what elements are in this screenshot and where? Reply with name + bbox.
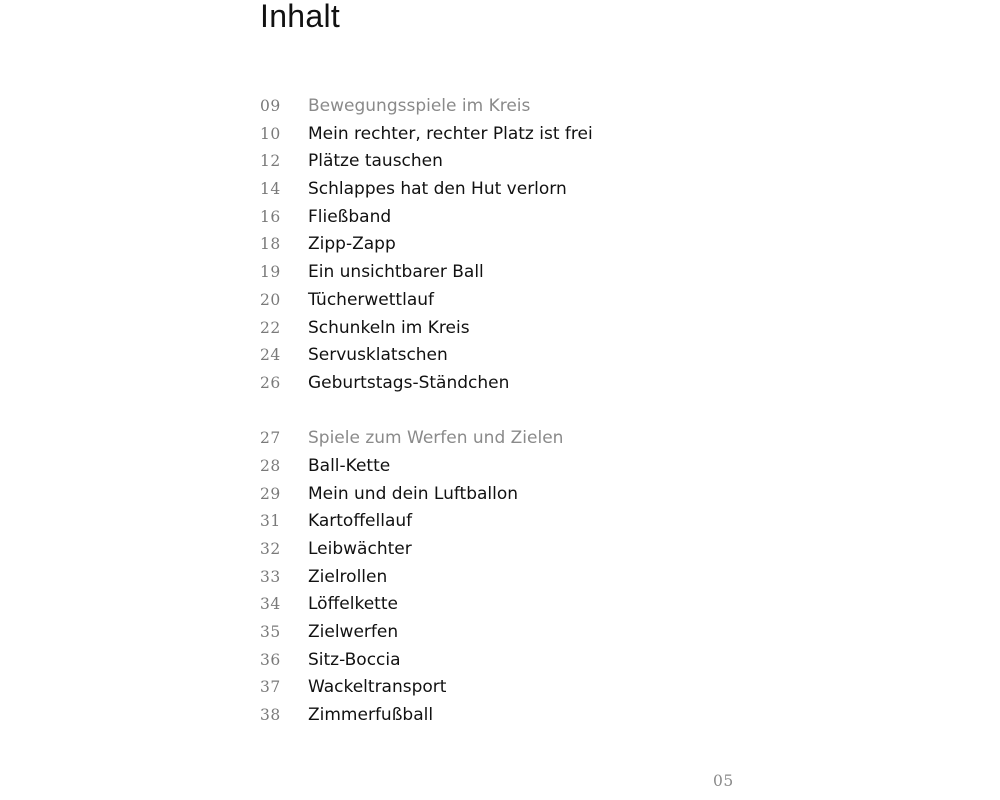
toc-entry-title: Leibwächter <box>308 539 412 559</box>
toc-section-heading[interactable] <box>260 425 760 453</box>
toc-entry-title: Wackeltransport <box>308 677 447 698</box>
toc-page-number: 19 <box>260 263 281 282</box>
toc-page-number: 35 <box>260 623 281 642</box>
toc-entry[interactable] <box>260 564 760 592</box>
toc-page-number: 34 <box>260 595 281 614</box>
toc-page-number: 20 <box>260 290 281 309</box>
toc-page-number: 12 <box>260 152 281 171</box>
toc-section-heading[interactable] <box>260 93 760 121</box>
toc-entry-title: Zielrollen <box>308 566 388 587</box>
toc-entry-title: Ball-Kette <box>308 455 391 476</box>
toc-entry[interactable] <box>260 536 760 564</box>
toc-entry-title: Schunkeln im Kreis <box>308 317 470 338</box>
toc-page-number: 31 <box>260 512 281 531</box>
toc-section <box>260 93 760 398</box>
toc-entry[interactable] <box>260 259 760 287</box>
toc-entry[interactable] <box>260 148 760 176</box>
toc-entry[interactable] <box>260 508 760 536</box>
toc-entry[interactable] <box>260 453 760 481</box>
toc-entry[interactable] <box>260 591 760 619</box>
toc-entry[interactable] <box>260 342 760 370</box>
toc-entry-title: Tücherwettlauf <box>308 289 434 310</box>
toc-page-number: 29 <box>260 484 281 503</box>
page-number: 05 <box>713 772 734 790</box>
toc-entry[interactable] <box>260 176 760 204</box>
toc-entry[interactable] <box>260 231 760 259</box>
toc-entry-title: Plätze tauschen <box>308 151 443 172</box>
toc-page-number: 24 <box>260 346 281 365</box>
toc-page-number: 32 <box>260 540 281 558</box>
toc-page-number: 16 <box>260 207 281 226</box>
page-title: Inhalt <box>260 0 341 34</box>
toc-entry-title: Geburtstags-Ständchen <box>308 372 510 393</box>
toc-entry-title: Zimmerfußball <box>308 705 434 726</box>
toc-entry-title: Mein rechter, rechter Platz ist frei <box>308 123 593 144</box>
toc-entry[interactable] <box>260 287 760 315</box>
toc-entry-title: Zipp-Zapp <box>308 234 396 255</box>
toc-entry-title: Ein unsichtbarer Ball <box>308 262 484 283</box>
toc-section <box>260 425 760 730</box>
toc-entry[interactable] <box>260 315 760 343</box>
toc-entry-title: Zielwerfen <box>308 622 399 643</box>
toc-entry-title: Mein und dein Luftballon <box>308 483 519 504</box>
toc-entry-title: Sitz-Boccia <box>308 649 401 670</box>
toc-page-number: 36 <box>260 650 281 669</box>
toc-page-number: 33 <box>260 567 281 586</box>
toc-page-number: 37 <box>260 678 281 697</box>
toc-page-number: 26 <box>260 373 281 392</box>
toc-entry[interactable] <box>260 619 760 647</box>
toc-section-title: Spiele zum Werfen und Zielen <box>308 428 564 449</box>
toc-entry[interactable] <box>260 370 760 398</box>
toc-page-number: 09 <box>260 97 281 115</box>
toc-page-number: 27 <box>260 429 281 448</box>
toc-page-number: 10 <box>260 124 281 143</box>
toc-entry-title: Kartoffellauf <box>308 511 413 532</box>
toc-entry-title: Servusklatschen <box>308 345 448 366</box>
toc-entry[interactable] <box>260 674 760 702</box>
toc-page-number: 14 <box>260 180 281 199</box>
toc-entry[interactable] <box>260 121 760 149</box>
toc-page-number: 28 <box>260 456 281 475</box>
toc-entry[interactable] <box>260 702 760 730</box>
toc-page-number: 18 <box>260 235 281 254</box>
toc-section-title: Bewegungsspiele im Kreis <box>308 96 531 116</box>
toc-page-number: 38 <box>260 706 281 725</box>
toc-entry-title: Löffelkette <box>308 594 398 615</box>
toc-entry-title: Schlappes hat den Hut verlorn <box>308 179 567 200</box>
table-of-contents <box>260 93 760 758</box>
toc-entry[interactable] <box>260 481 760 509</box>
toc-page-number: 22 <box>260 318 281 337</box>
toc-entry[interactable] <box>260 204 760 232</box>
toc-entry[interactable] <box>260 647 760 675</box>
toc-entry-title: Fließband <box>308 206 392 227</box>
